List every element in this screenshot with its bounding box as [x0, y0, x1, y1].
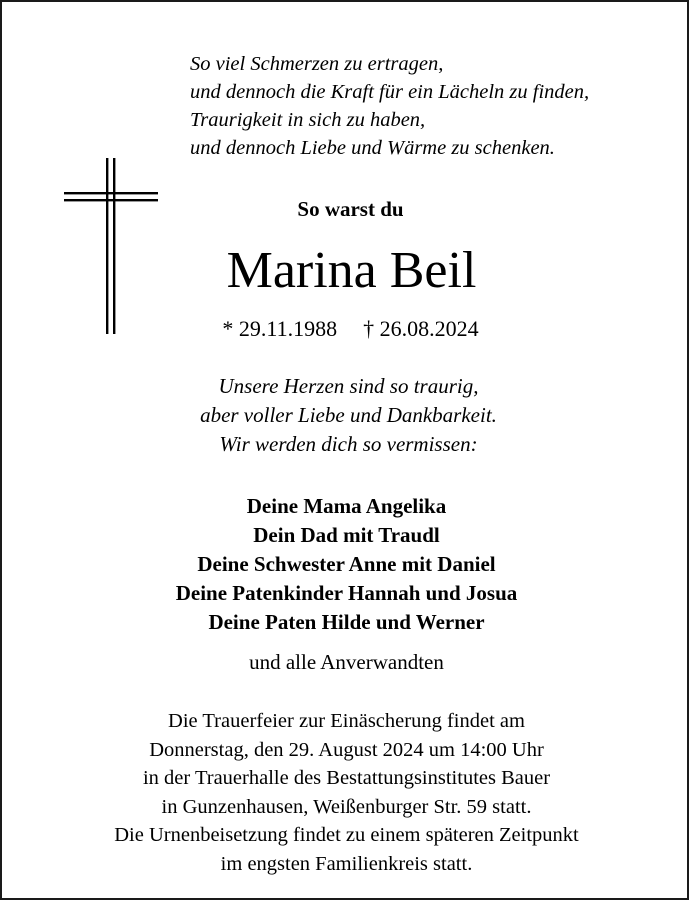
- poem-line: So viel Schmerzen zu ertragen,: [190, 53, 444, 75]
- intro-line: So warst du: [297, 197, 404, 221]
- family-member: Dein Dad mit Traudl: [253, 523, 440, 547]
- service-info: [2, 707, 689, 878]
- mourning-line: aber voller Liebe und Dankbarkeit.: [200, 403, 497, 427]
- poem-line: Traurigkeit in sich zu haben,: [190, 109, 426, 131]
- life-dates: [6, 316, 689, 342]
- birth-date: * 29.11.1988: [222, 316, 338, 341]
- family-member: Deine Patenkinder Hannah und Josua: [175, 581, 518, 605]
- service-line: in der Trauerhalle des Bestattungsinstitutes Bauer: [142, 767, 551, 789]
- poem-line: und dennoch die Kraft für ein Lächeln zu finden,: [190, 81, 590, 103]
- family-member: Deine Paten Hilde und Werner: [208, 610, 485, 634]
- mourning-line: Wir werden dich so vermissen:: [219, 432, 478, 456]
- mourning-line: Unsere Herzen sind so traurig,: [218, 374, 479, 398]
- service-line: Donnerstag, den 29. August 2024 um 14:00 Uhr: [149, 738, 544, 761]
- poem-line: und dennoch Liebe und Wärme zu schenken.: [190, 137, 555, 159]
- poem: [190, 50, 589, 162]
- family-member: Deine Mama Angelika: [246, 494, 447, 518]
- relatives-line: und alle Anverwandten: [249, 650, 444, 674]
- death-date: † 26.08.2024: [363, 316, 479, 341]
- service-line: in Gunzenhausen, Weißenburger Str. 59 statt.: [161, 795, 532, 818]
- mourning-text: [4, 372, 689, 459]
- service-line: Die Trauerfeier zur Einäscherung findet am: [168, 710, 525, 732]
- service-line: im engsten Familienkreis statt.: [220, 852, 473, 875]
- service-line: Die Urnenbeisetzung findet zu einem späteren Zeitpunkt: [114, 824, 579, 846]
- family-list: [2, 492, 689, 637]
- family-member: Deine Schwester Anne mit Daniel: [197, 552, 496, 576]
- deceased-name: Marina Beil: [226, 242, 477, 299]
